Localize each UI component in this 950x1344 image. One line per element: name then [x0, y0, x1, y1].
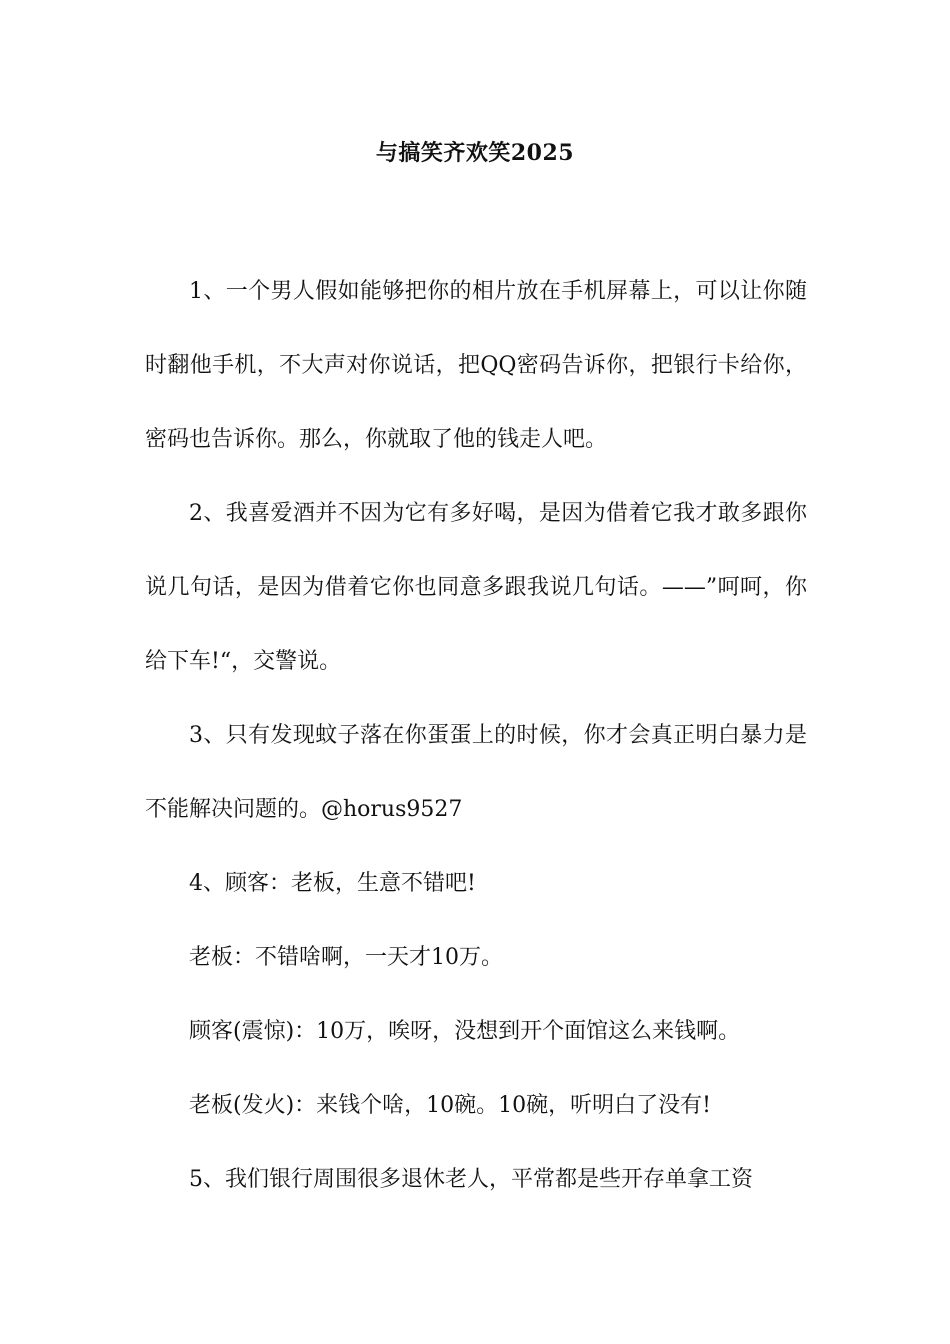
dialogue-line: 老板：不错啥啊，一天才10万。 — [189, 945, 503, 970]
dialogue-line: 顾客(震惊)：10万，唉呀，没想到开个面馆这么来钱啊。 — [189, 1019, 741, 1044]
document-title: 与搞笑齐欢笑2025 — [375, 140, 575, 166]
document-body — [145, 255, 807, 1217]
paragraph-2: 2、我喜爱酒并不因为它有多好喝，是因为借着它我才敢多跟你说几句话，是因为借着它你也同意多跟我说几句话。——”呵呵，你给下车!“，交警说。 — [145, 501, 807, 674]
paragraph-5: 5、我们银行周围很多退休老人，平常都是些开存单拿工资 — [189, 1167, 753, 1192]
paragraph-1: 1、一个男人假如能够把你的相片放在手机屏幕上，可以让你随时翻他手机，不大声对你说话，把QQ密码告诉你，把银行卡给你，密码也告诉你。那么，你就取了他的钱走人吧。 — [145, 279, 807, 452]
dialogue-line: 老板(发火)：来钱个啥，10碗。10碗，听明白了没有! — [189, 1093, 711, 1118]
paragraph-4: 4、顾客：老板，生意不错吧! — [189, 871, 476, 896]
paragraph-3: 3、只有发现蚊子落在你蛋蛋上的时候，你才会真正明白暴力是不能解决问题的。@horus9527 — [145, 723, 807, 822]
